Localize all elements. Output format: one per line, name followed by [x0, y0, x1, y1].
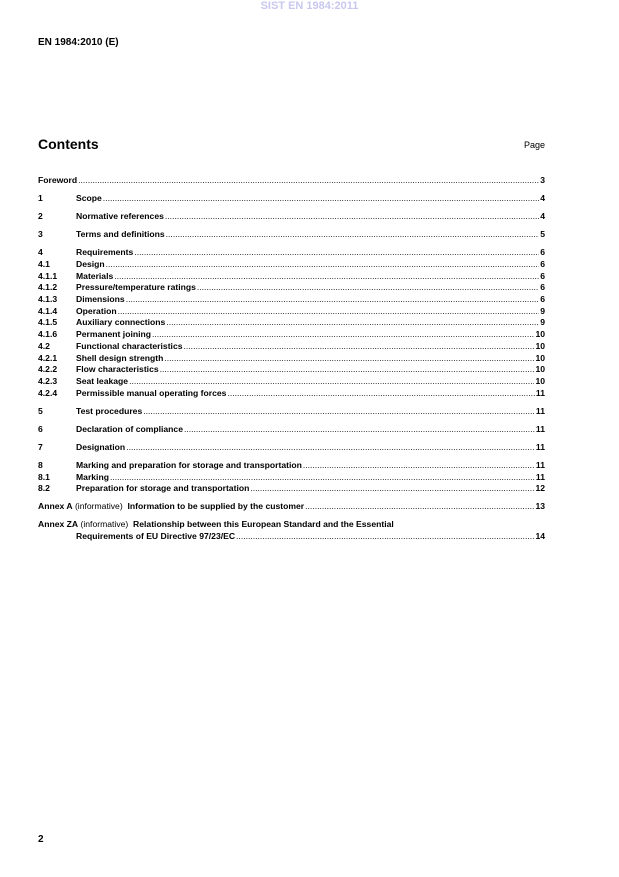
- dot-leader: [110, 472, 535, 484]
- dot-leader: [250, 483, 534, 495]
- toc-entry[interactable]: [38, 306, 545, 318]
- section-title: Requirements: [76, 247, 134, 258]
- section-number: 4.2.2: [38, 364, 58, 375]
- toc-entry[interactable]: [38, 317, 545, 329]
- page-column-label: Page: [523, 140, 545, 150]
- dot-leader: [184, 424, 535, 436]
- section-number: 2: [38, 211, 43, 222]
- section-page: 9: [540, 317, 545, 328]
- dot-leader: [126, 294, 540, 306]
- annex-title: Relationship between this European Standard and the Essential: [133, 519, 394, 530]
- section-number: 8: [38, 459, 43, 470]
- section-title: Permanent joining: [76, 329, 151, 340]
- section-title: Marking and preparation for storage and transportation: [76, 459, 302, 470]
- page-number: 2: [38, 834, 44, 845]
- section-page: 6: [540, 270, 545, 281]
- annex-type: (informative): [80, 519, 129, 530]
- dot-leader: [164, 353, 534, 365]
- section-number: 4.2.3: [38, 375, 58, 386]
- dot-leader: [305, 501, 534, 513]
- section-number: 4.2.4: [38, 387, 58, 398]
- section-title: Seat leakage: [76, 375, 129, 386]
- section-page: 11: [535, 423, 545, 434]
- section-page: 11: [535, 405, 545, 416]
- section-number: 4.1.2: [38, 282, 58, 293]
- section-title: Auxiliary connections: [76, 317, 166, 328]
- section-title: Shell design strength: [76, 352, 164, 363]
- dot-leader: [166, 317, 539, 329]
- toc-entry[interactable]: [38, 175, 545, 187]
- annex-title-continued: Requirements of EU Directive 97/23/EC: [76, 531, 236, 542]
- section-page: 9: [540, 305, 545, 316]
- section-number: 4.1.5: [38, 317, 58, 328]
- annex-page: 13: [535, 501, 545, 512]
- section-page: 12: [535, 483, 545, 494]
- section-number: 8.1: [38, 471, 50, 482]
- contents-heading: Contents: [38, 136, 99, 152]
- section-title: Functional characteristics: [76, 340, 183, 351]
- toc-entry[interactable]: [38, 294, 545, 306]
- toc-entry[interactable]: [38, 472, 545, 484]
- section-number: 5: [38, 405, 43, 416]
- section-page: 11: [535, 471, 545, 482]
- toc-entry[interactable]: [38, 341, 545, 353]
- dot-leader: [227, 388, 534, 400]
- dot-leader: [129, 376, 534, 388]
- dot-leader: [165, 211, 539, 223]
- section-number: 4.1.4: [38, 305, 58, 316]
- section-number: 4.1.6: [38, 329, 58, 340]
- section-number: 8.2: [38, 483, 50, 494]
- section-page: 10: [535, 375, 545, 386]
- section-title: Dimensions: [76, 294, 125, 305]
- dot-leader: [160, 364, 535, 376]
- section-page: 6: [540, 259, 545, 269]
- section-page: 3: [540, 175, 545, 185]
- dot-leader: [78, 175, 539, 187]
- section-number: 3: [38, 229, 43, 240]
- section-page: 11: [535, 441, 545, 452]
- section-page: 6: [540, 247, 545, 258]
- section-page: 10: [535, 364, 545, 375]
- toc-entry[interactable]: [38, 259, 545, 271]
- annex-page: 14: [535, 531, 545, 542]
- toc-entry[interactable]: [38, 424, 545, 436]
- document-id: EN 1984:2010 (E): [38, 37, 119, 48]
- section-number: 4.1.3: [38, 294, 58, 305]
- toc-entry[interactable]: [38, 376, 545, 388]
- section-page: 10: [535, 352, 545, 363]
- dot-leader: [197, 282, 539, 294]
- section-title: Materials: [76, 270, 114, 281]
- dot-leader: [118, 306, 540, 318]
- section-page: 6: [540, 294, 545, 305]
- section-title: Terms and definitions: [76, 229, 165, 240]
- toc-entry[interactable]: [38, 353, 545, 365]
- section-title: Normative references: [76, 211, 164, 222]
- section-title: Permissible manual operating forces: [76, 387, 227, 398]
- dot-leader: [106, 259, 540, 271]
- dot-leader: [103, 193, 539, 205]
- section-title: Operation: [76, 305, 117, 316]
- toc-entry[interactable]: [38, 282, 545, 294]
- annex-title: Information to be supplied by the customer: [127, 501, 305, 512]
- section-page: 11: [535, 459, 545, 470]
- dot-leader: [152, 329, 534, 341]
- dot-leader: [184, 341, 535, 353]
- toc-entry[interactable]: [38, 442, 545, 454]
- section-page: 6: [540, 282, 545, 293]
- section-page: 4: [540, 211, 545, 222]
- section-number: 4.2.1: [38, 352, 58, 363]
- section-number: 6: [38, 423, 43, 434]
- dot-leader: [114, 271, 539, 283]
- section-title: Declaration of compliance: [76, 423, 183, 434]
- section-title: Flow characteristics: [76, 364, 159, 375]
- toc-entry-annex-a[interactable]: [38, 501, 545, 513]
- dot-leader: [166, 229, 540, 241]
- section-page: 11: [535, 387, 545, 398]
- dot-leader: [303, 460, 535, 472]
- toc-entry[interactable]: [38, 229, 545, 241]
- dot-leader: [236, 531, 534, 543]
- toc-entry[interactable]: [38, 211, 545, 223]
- section-title: Test procedures: [76, 405, 143, 416]
- toc-entry[interactable]: [38, 193, 545, 205]
- section-page: 5: [540, 229, 545, 240]
- toc-entry[interactable]: [38, 483, 545, 495]
- dot-leader: [134, 247, 539, 259]
- section-number: 1: [38, 193, 43, 204]
- section-title: Marking: [76, 471, 109, 482]
- dot-leader: [143, 406, 535, 418]
- section-title: Pressure/temperature ratings: [76, 282, 196, 293]
- table-of-contents: [38, 175, 545, 543]
- toc-entry[interactable]: [38, 388, 545, 400]
- section-page: 10: [535, 340, 545, 351]
- dot-leader: [126, 442, 535, 454]
- toc-entry-annex-za-continued[interactable]: [38, 531, 545, 543]
- watermark: SIST EN 1984:2011: [260, 0, 359, 12]
- section-title: Foreword: [38, 175, 78, 185]
- toc-entry[interactable]: [38, 460, 545, 472]
- section-page: 10: [535, 329, 545, 340]
- section-number: 4.1: [38, 259, 50, 269]
- section-title: Scope: [76, 193, 102, 204]
- annex-label: Annex ZA: [38, 519, 79, 530]
- toc-entry[interactable]: [38, 247, 545, 259]
- section-title: Designation: [76, 441, 126, 452]
- section-number: 7: [38, 441, 43, 452]
- toc-entry[interactable]: [38, 271, 545, 283]
- section-page: 4: [540, 193, 545, 204]
- section-number: 4.1.1: [38, 270, 58, 281]
- toc-entry[interactable]: [38, 364, 545, 376]
- section-title: Design: [76, 259, 105, 269]
- toc-entry[interactable]: [38, 329, 545, 341]
- section-number: 4.2: [38, 340, 50, 351]
- toc-entry[interactable]: [38, 406, 545, 418]
- toc-entry-annex-za[interactable]: [38, 519, 545, 531]
- annex-type: (informative): [74, 501, 123, 512]
- section-title: Preparation for storage and transportation: [76, 483, 250, 494]
- section-number: 4: [38, 247, 43, 258]
- annex-label: Annex A: [38, 501, 73, 512]
